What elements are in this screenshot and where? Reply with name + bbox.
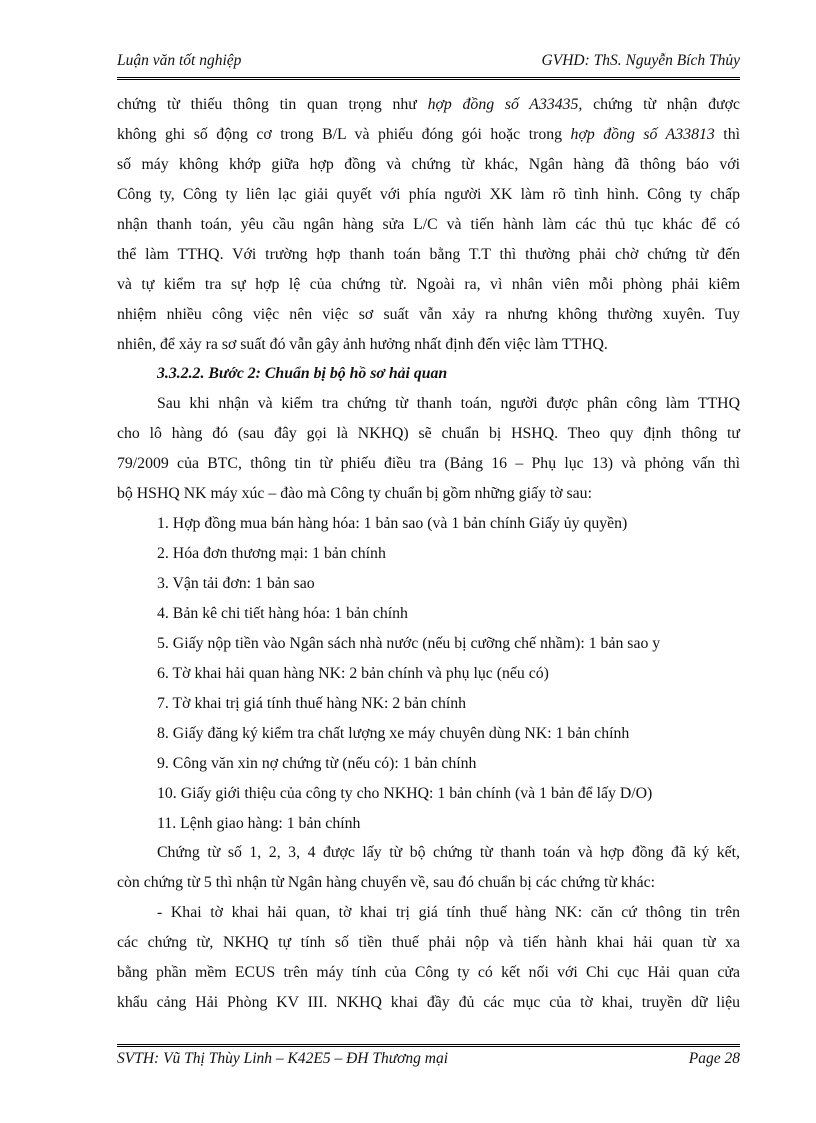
text-line: cho lô hàng đó (sau đây gọi là NKHQ) sẽ chuẩn bị HSHQ. Theo quy định thông tư	[117, 425, 740, 443]
text-line: bằng phần mềm ECUS trên máy tính của Công ty có kết nối với Chi cục Hải quan cửa	[117, 964, 740, 982]
text-line: không ghi số động cơ trong B/L và phiếu đóng gói hoặc trong hợp đồng số A33813 thì	[117, 125, 740, 143]
list-item: 6. Tờ khai hải quan hàng NK: 2 bản chính và phụ lục (nếu có)	[157, 664, 549, 682]
section-heading: 3.3.2.2. Bước 2: Chuẩn bị bộ hồ sơ hải quan	[157, 365, 448, 383]
list-item: 4. Bản kê chi tiết hàng hóa: 1 bản chính	[157, 604, 408, 622]
text-line: Sau khi nhận và kiểm tra chứng từ thanh toán, người được phân công làm TTHQ	[157, 395, 740, 413]
list-item: 9. Công văn xin nợ chứng từ (nếu có): 1 bản chính	[157, 754, 477, 772]
text-line: chứng từ thiếu thông tin quan trọng như hợp đồng số A33435, chứng từ nhận được	[117, 96, 740, 113]
footer-divider	[117, 1044, 740, 1047]
text-line: Công ty, Công ty liên lạc giải quyết với phía người XK làm rõ tình hình. Công ty chấp	[117, 185, 740, 203]
page-header	[117, 52, 740, 76]
text-line: còn chứng từ 5 thì nhận từ Ngân hàng chuyển về, sau đó chuẩn bị các chứng từ khác:	[117, 874, 656, 892]
text-line: nhiên, để xảy ra sơ suất đó vẫn gây ảnh hưởng nhất định đến việc làm TTHQ.	[117, 335, 608, 353]
header-divider	[117, 77, 740, 80]
list-item: 10. Giấy giới thiệu của công ty cho NKHQ: 1 bản chính (và 1 bản để lấy D/O)	[157, 784, 653, 802]
text-line: thể làm TTHQ. Với trường hợp thanh toán bằng T.T thì thường phải chờ chứng từ đến	[117, 245, 740, 263]
text-line: nhiệm nhiều công việc nên việc sơ suất vẫn xảy ra nhưng không thường xuyên. Tuy	[117, 305, 740, 323]
page-footer	[117, 1050, 740, 1074]
page-number: Page 28	[688, 1050, 740, 1067]
text-line: bộ HSHQ NK máy xúc – đào mà Công ty chuẩn bị gồm những giấy tờ sau:	[117, 485, 592, 503]
list-item: 7. Tờ khai trị giá tính thuế hàng NK: 2 bản chính	[157, 694, 467, 712]
text-line: Chứng từ số 1, 2, 3, 4 được lấy từ bộ chứng từ thanh toán và hợp đồng đã ký kết,	[157, 844, 740, 862]
list-item: 5. Giấy nộp tiền vào Ngân sách nhà nước (nếu bị cưỡng chế nhầm): 1 bản sao y	[157, 634, 661, 652]
contract-ref: hợp đồng số A33813	[570, 125, 715, 143]
list-item: 1. Hợp đồng mua bán hàng hóa: 1 bản sao (và 1 bản chính Giấy ủy quyền)	[157, 515, 628, 533]
list-item: 8. Giấy đăng ký kiểm tra chất lượng xe máy chuyên dùng NK: 1 bản chính	[157, 724, 630, 742]
contract-ref: hợp đồng số A33435,	[427, 96, 583, 113]
header-thesis-label: Luận văn tốt nghiệp	[117, 52, 242, 69]
text-line: nhận thanh toán, yêu cầu ngân hàng sửa L/C và tiến hành làm các thủ tục khác để có	[117, 215, 740, 233]
text-line: số máy không khớp giữa hợp đồng và chứng từ khác, Ngân hàng đã thông báo với	[117, 155, 740, 173]
header-advisor: GVHD: ThS. Nguyễn Bích Thủy	[541, 52, 740, 69]
list-item: 3. Vận tải đơn: 1 bản sao	[157, 575, 315, 592]
text-line: khẩu cảng Hải Phòng KV III. NKHQ khai đầy đủ các mục của tờ khai, truyền dữ liệu	[117, 994, 740, 1012]
list-item: 11. Lệnh giao hàng: 1 bản chính	[157, 814, 361, 832]
list-item: 2. Hóa đơn thương mại: 1 bản chính	[157, 545, 386, 563]
text-line: 79/2009 của BTC, thông tin từ phiếu điều tra (Bảng 16 – Phụ lục 13) và phỏng vấn thì	[117, 455, 740, 473]
page-body	[117, 90, 740, 1018]
text-line: các chứng từ, NKHQ tự tính số tiền thuế phải nộp và tiến hành khai hải quan từ xa	[117, 934, 740, 952]
footer-author: SVTH: Vũ Thị Thùy Linh – K42E5 – ĐH Thương mại	[117, 1050, 449, 1067]
text-line: và tự kiểm tra sự hợp lệ của chứng từ. Ngoài ra, vì nhân viên mỗi phòng phải kiêm	[117, 275, 740, 293]
text-line: - Khai tờ khai hải quan, tờ khai trị giá tính thuế hàng NK: căn cứ thông tin trên	[157, 904, 740, 922]
